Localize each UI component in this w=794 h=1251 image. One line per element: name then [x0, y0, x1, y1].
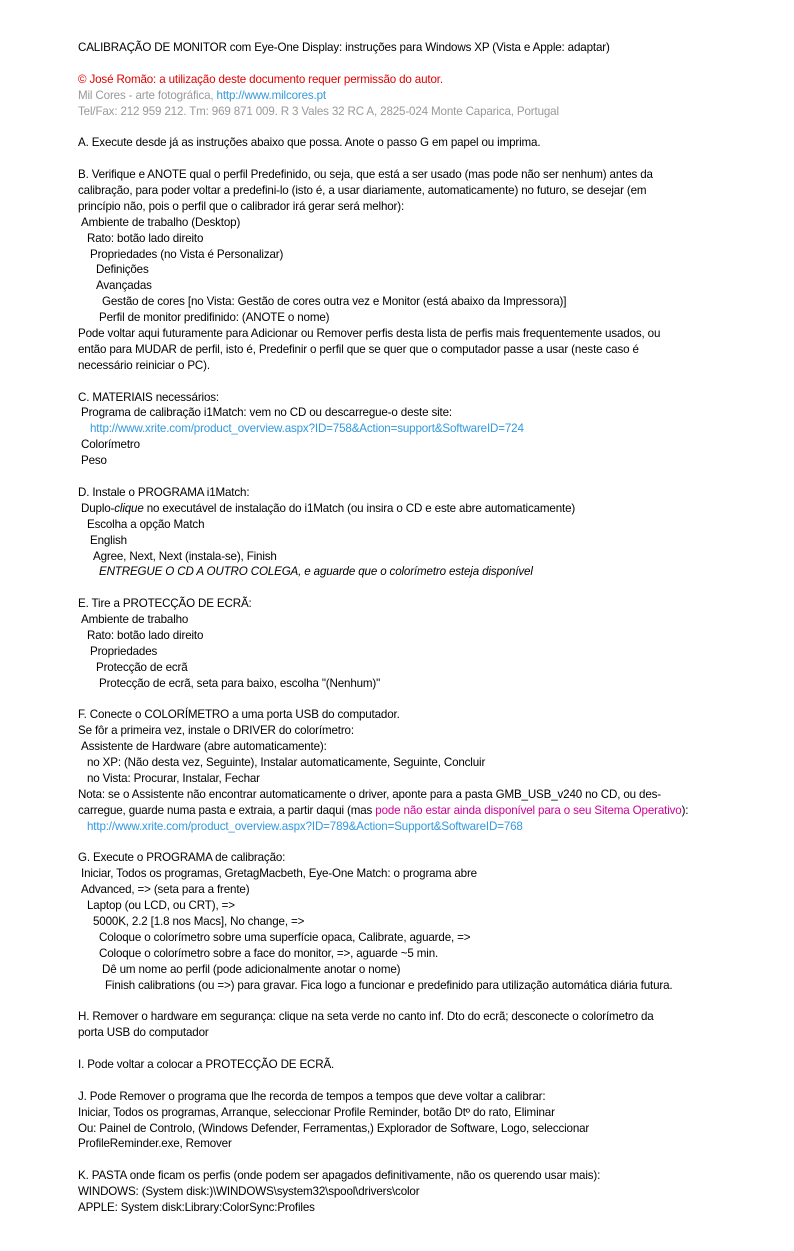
italic-note: ENTREGUE O CD A OUTRO COLEGA, e aguarde que o colorímetro esteja disponível	[99, 565, 533, 579]
section-i: I. Pode voltar a colocar a PROTECÇÃO DE ECRÃ.	[78, 1058, 335, 1071]
section-h: porta USB do computador	[78, 1026, 209, 1040]
section-g-step: Coloque o colorímetro sobre uma superfície opaca, Calibrate, aguarde, =>	[99, 930, 471, 944]
spacer	[78, 119, 778, 135]
spacer	[78, 1041, 778, 1057]
section-b-note: então para MUDAR de perfil, isto é, Predefinir o perfil que se quer que o computador passe a usar (neste caso é	[78, 342, 639, 356]
section-f-step: Assistente de Hardware (abre automaticamente):	[81, 740, 327, 754]
copyright-text: José Romão: a utilização deste documento requer permissão do autor.	[86, 72, 443, 86]
contact-line: Tel/Fax: 212 959 212. Tm: 969 871 009. R 3 Vales 32 RC A, 2825-024 Monte Caparica, Portugal	[78, 104, 559, 118]
spacer	[78, 151, 778, 167]
section-a: A. Execute desde já as instruções abaixo que possa. Anote o passo G em papel ou imprima.	[78, 136, 541, 150]
section-e-heading: E. Tire a PROTECÇÃO DE ECRÃ:	[78, 597, 252, 611]
section-g-step: Coloque o colorímetro sobre a face do monitor, =>, aguarde ~5 min.	[99, 946, 439, 960]
section-e-step: Protecção de ecrã	[96, 660, 188, 674]
spacer	[78, 993, 778, 1009]
section-f-step: no XP: (Não desta vez, Seguinte), Instalar automaticamente, Seguinte, Concluir	[87, 756, 486, 770]
company-link[interactable]: http://www.milcores.pt	[216, 88, 326, 102]
copyright-symbol: ©	[78, 72, 87, 86]
section-e-step: Rato: botão lado direito	[87, 628, 204, 642]
section-b-step: Avançadas	[96, 279, 152, 293]
spacer	[78, 692, 778, 708]
spacer	[78, 835, 778, 851]
section-c-link-line	[78, 421, 778, 437]
document	[78, 40, 778, 1216]
copyright-line	[78, 72, 778, 88]
section-e-step: Protecção de ecrã, seta para baixo, escolha "(Nenhum)"	[99, 676, 381, 690]
note-text: carregue, guarde numa pasta e extraia, a partir daqui (mas	[78, 803, 376, 817]
section-e-step: Propriedades	[90, 644, 158, 658]
section-b-note: Pode voltar aqui futuramente para Adicionar ou Remover perfis desta lista de perfis mais frequentemente usados, ou	[78, 327, 661, 341]
section-d-step: English	[90, 533, 127, 547]
section-j: J. Pode Remover o programa que lhe recorda de tempos a tempos que deve voltar a calibrar:	[78, 1089, 546, 1103]
spacer	[78, 374, 778, 390]
spacer	[78, 580, 778, 596]
section-c-program: Programa de calibração i1Match: vem no CD ou descarregue-o deste site:	[81, 406, 452, 420]
section-f-note	[78, 803, 778, 819]
section-b-text: princípio não, pois o perfil que o calibrador irá gerar será melhor):	[78, 199, 405, 213]
driver-download-link[interactable]: http://www.xrite.com/product_overview.aspx?ID=789&Action=Support&SoftwareID=768	[87, 819, 523, 833]
section-f-note: Nota: se o Assistente não encontrar automaticamente o driver, aponte para a pasta GMB_USB_v240 no CD, ou des-	[78, 787, 662, 801]
spacer	[78, 1152, 778, 1168]
section-b-step: Perfil de monitor predifinido: (ANOTE o nome)	[99, 311, 330, 325]
document-title: CALIBRAÇÃO DE MONITOR com Eye-One Display: instruções para Windows XP (Vista e Apple: adaptar)	[78, 41, 610, 54]
section-f-driver: Se fôr a primeira vez, instale o DRIVER do colorímetro:	[78, 724, 354, 738]
company-name: Mil Cores - arte fotográfica,	[78, 88, 217, 102]
section-g-step: Laptop (ou LCD, ou CRT), =>	[87, 899, 235, 913]
section-f-link-line	[78, 819, 778, 835]
section-j: Ou: Painel de Controlo, (Windows Defender, Ferramentas,) Explorador de Software, Logo, seleccionar	[78, 1121, 590, 1135]
section-d-heading: D. Instale o PROGRAMA i1Match:	[78, 485, 250, 499]
section-b-text: B. Verifique e ANOTE qual o perfil Predefinido, ou seja, que está a ser usado (mas pode não ser nenhum) antes da	[78, 168, 653, 182]
section-b-text: calibração, para poder voltar a predefini-lo (isto é, a usar diariamente, automaticamente) no futuro, se desejar (em	[78, 184, 647, 198]
section-d-note	[78, 564, 778, 580]
i1match-download-link[interactable]: http://www.xrite.com/product_overview.aspx?ID=758&Action=support&SoftwareID=724	[90, 422, 524, 436]
note-highlight: pode não estar ainda disponível para o seu Sitema Operativo	[375, 803, 682, 817]
section-b-step: Rato: botão lado direito	[87, 231, 204, 245]
section-f-step: no Vista: Procurar, Instalar, Fechar	[87, 771, 260, 785]
section-k: WINDOWS: (System disk:)\WINDOWS\system32\spool\drivers\color	[78, 1185, 420, 1199]
spacer	[78, 56, 778, 72]
step-text: Duplo-	[81, 501, 115, 515]
step-text: no executável de instalação do i1Match (ou insira o CD e este abre automaticamente)	[143, 501, 576, 515]
section-k: APPLE: System disk:Library:ColorSync:Profiles	[78, 1201, 315, 1215]
section-c-item: Peso	[81, 454, 107, 468]
section-g-step: Iniciar, Todos os programas, GretagMacbeth, Eye-One Match: o programa abre	[81, 867, 477, 881]
section-j: ProfileReminder.exe, Remover	[78, 1137, 232, 1151]
section-e-step: Ambiente de trabalho	[81, 613, 189, 627]
section-b-step: Ambiente de trabalho (Desktop)	[81, 215, 241, 229]
section-d-step	[78, 501, 778, 517]
section-g-step: Dê um nome ao perfil (pode adicionalmente anotar o nome)	[102, 962, 401, 976]
section-c-heading: C. MATERIAIS necessários:	[78, 390, 219, 404]
section-d-step: Agree, Next, Next (instala-se), Finish	[93, 549, 277, 563]
section-b-note: necessário reiniciar o PC).	[78, 358, 210, 372]
company-line	[78, 88, 778, 104]
section-j: Iniciar, Todos os programas, Arranque, seleccionar Profile Reminder, botão Dtº do rato, Eliminar	[78, 1105, 555, 1119]
section-g-heading: G. Execute o PROGRAMA de calibração:	[78, 851, 286, 865]
section-d-step: Escolha a opção Match	[87, 517, 205, 531]
section-b-step: Propriedades (no Vista é Personalizar)	[90, 247, 284, 261]
section-k: K. PASTA onde ficam os perfis (onde podem ser apagados definitivamente, não os querendo usar mais):	[78, 1169, 601, 1183]
spacer	[78, 1073, 778, 1089]
step-italic: clique	[114, 501, 144, 515]
section-g-step: 5000K, 2.2 [1.8 nos Macs], No change, =>	[93, 914, 305, 928]
note-text: ):	[681, 803, 689, 817]
section-c-item: Colorímetro	[81, 438, 140, 452]
section-f-heading: F. Conecte o COLORÍMETRO a uma porta USB do computador.	[78, 708, 400, 722]
section-g-step: Advanced, => (seta para a frente)	[81, 883, 250, 897]
section-b-step: Definições	[96, 263, 149, 277]
section-b-step: Gestão de cores [no Vista: Gestão de cores outra vez e Monitor (está abaixo da Impressora)]	[102, 295, 567, 309]
section-g-step: Finish calibrations (ou =>) para gravar. Fica logo a funcionar e predefinido para utilização automática diária futura.	[105, 978, 673, 992]
section-h: H. Remover o hardware em segurança: clique na seta verde no canto inf. Dto do ecrã; desconecte o colorímetro da	[78, 1010, 654, 1024]
spacer	[78, 469, 778, 485]
